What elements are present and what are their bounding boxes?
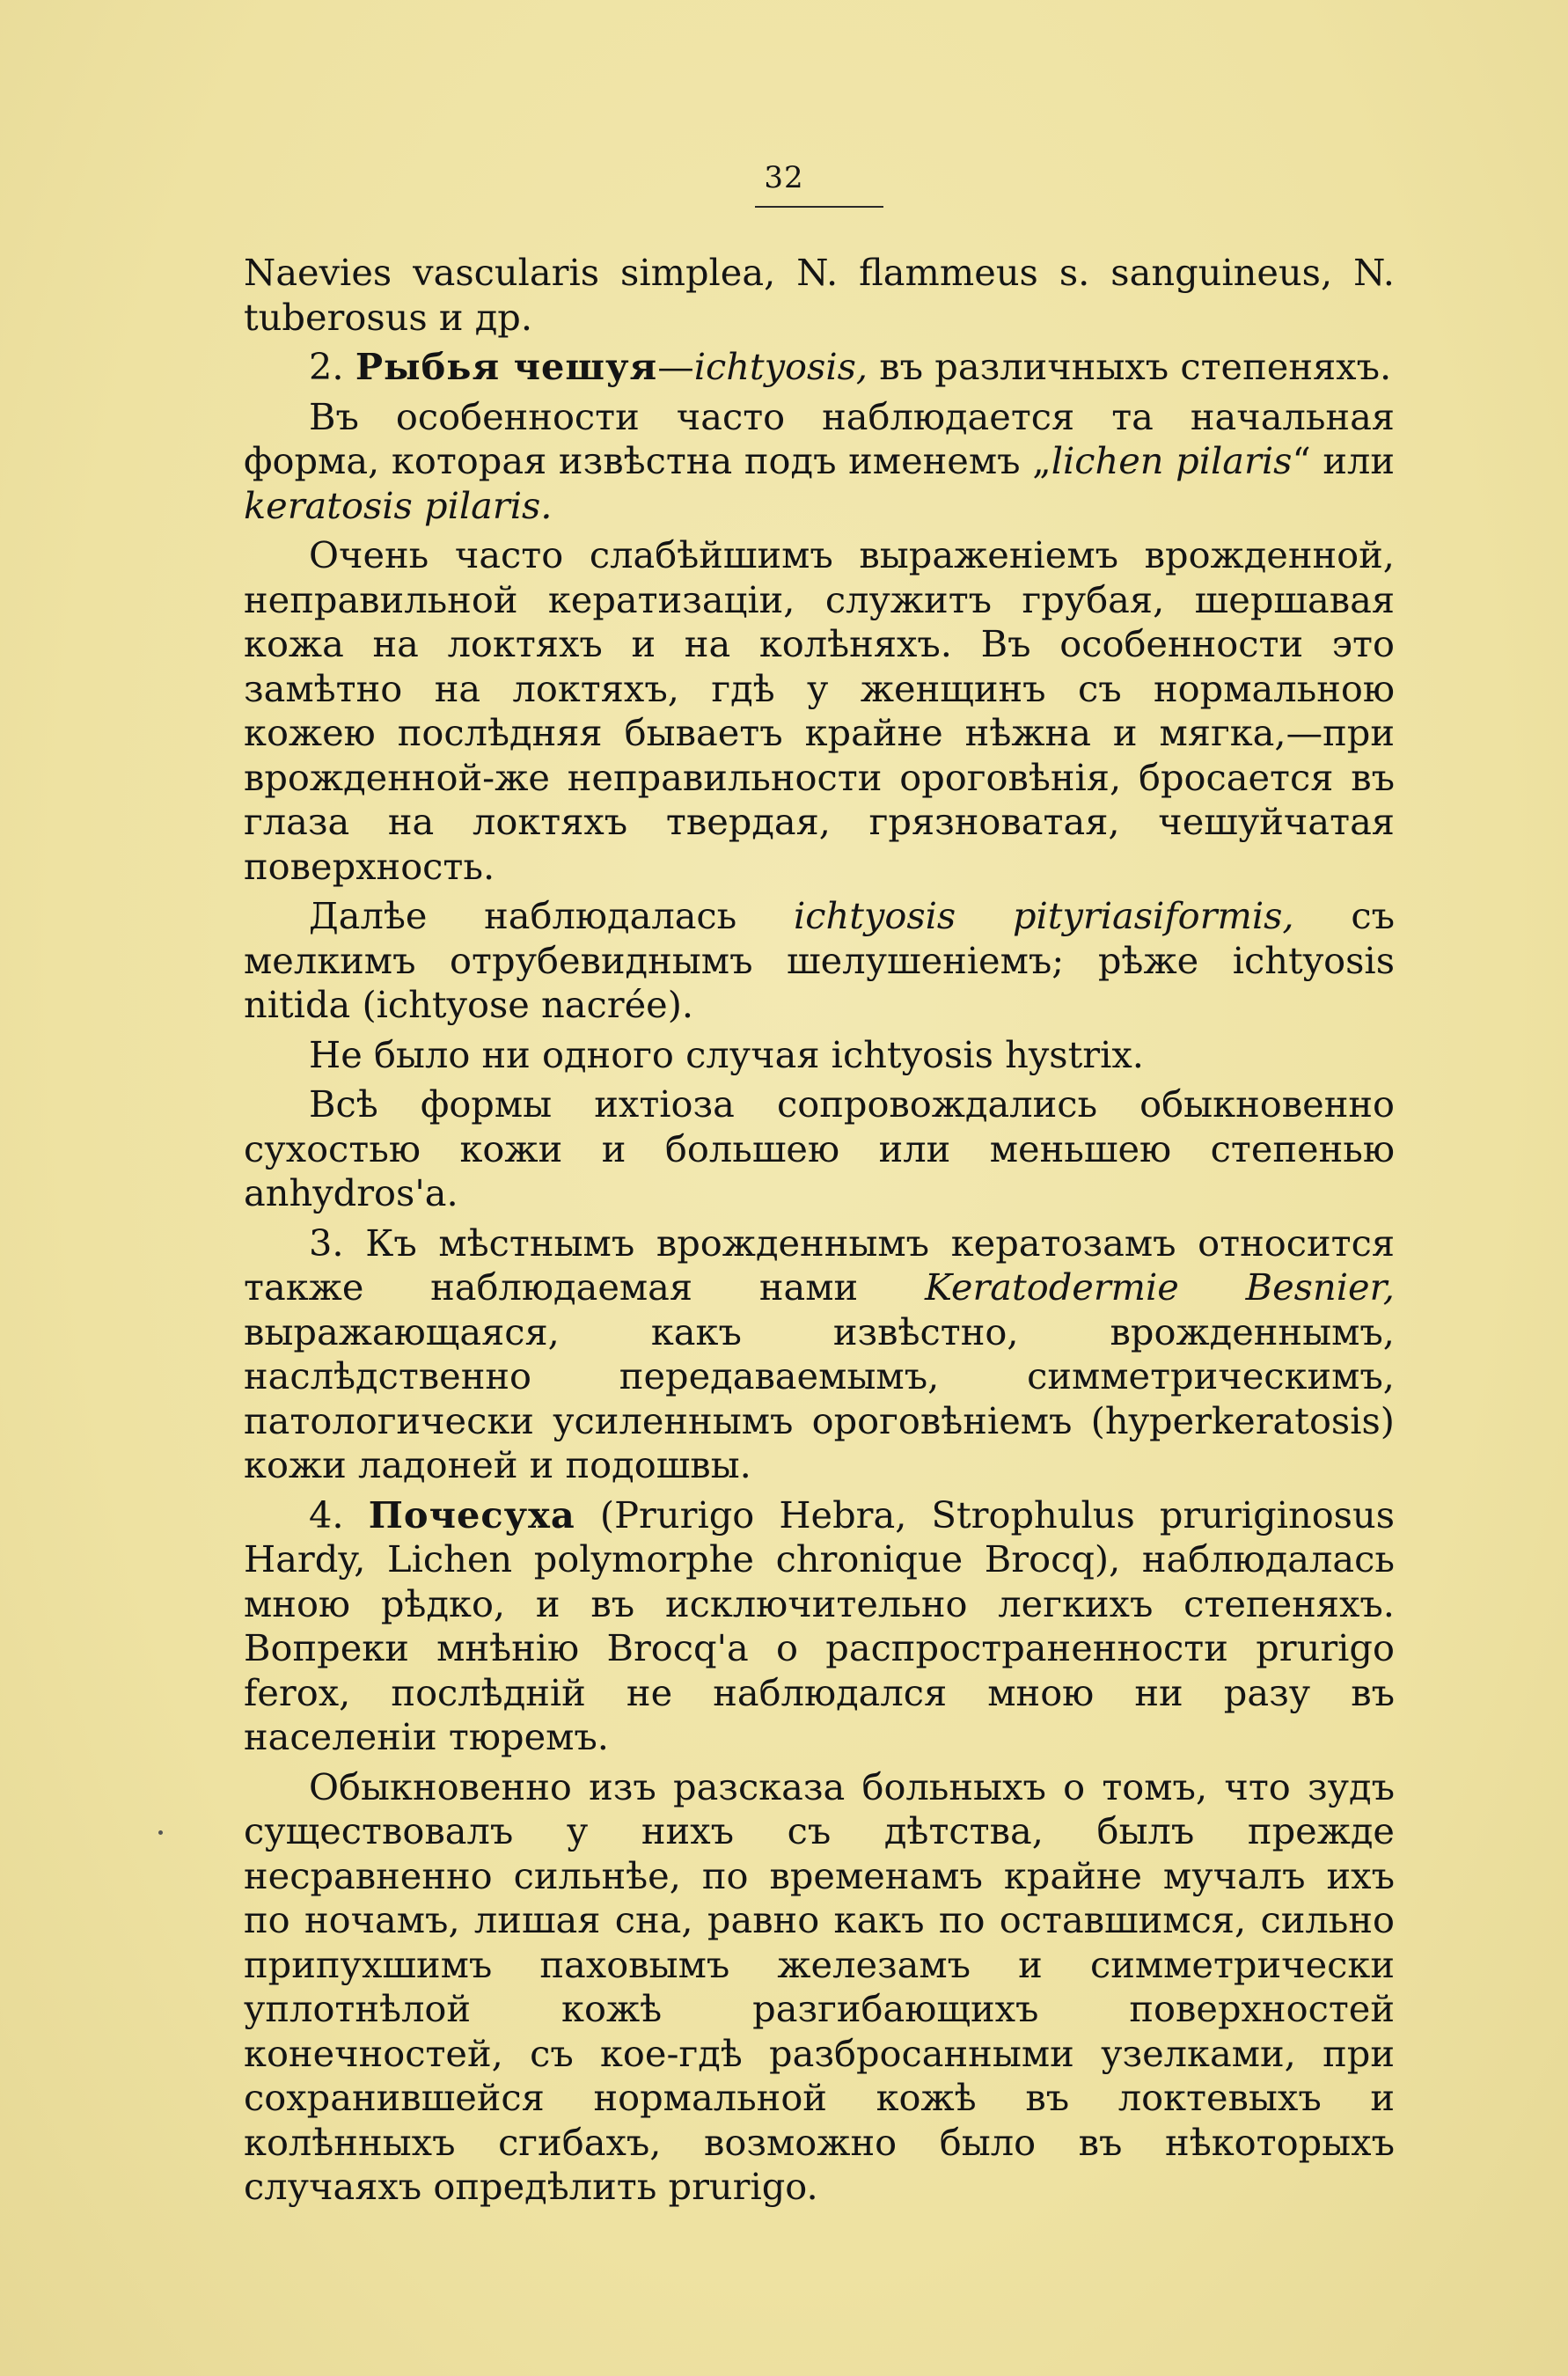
paragraph-6-text: Не было ни одного случая ichtyosis hystrix. [309, 1032, 1144, 1076]
section-title-fish-scale: Рыбья чешуя [355, 345, 658, 388]
paragraph-1-text: Naevies vascularis simplea, N. flammeus s. sanguineus, N. tuberosus и др. [244, 251, 1395, 339]
paragraph-8-b: выражающаяся, какъ извѣстно, врожденнымъ, наслѣдственно передаваемымъ, симметрическимъ, патологически усиленнымъ ороговѣніемъ (hyperkeratosis) кожи ладоней и подошвы. [244, 1309, 1395, 1486]
paragraph-6 [244, 1033, 1395, 1078]
paragraph-7-text: Всѣ формы ихтіоза сопровождались обыкновенно сухостью кожи и большею или меньшею степенью anhydros'a. [244, 1082, 1395, 1214]
paragraph-10 [244, 1765, 1395, 2210]
paragraph-8-a: 3. Къ мѣстнымъ врожденнымъ кератозамъ относится также наблюдаемая нами [244, 1221, 1395, 1309]
paragraph-3-a: Въ особенности часто наблюдается та начальная форма, которая извѣстна подъ именемъ „ [244, 394, 1395, 482]
section-title-prurigo: Почесуха [368, 1492, 575, 1536]
paragraph-3-b: “ или [1292, 439, 1395, 482]
paragraph-4-text: Очень часто слабѣйшимъ выраженіемъ врожденной, неправильной кератизаціи, служитъ грубая, шершавая кожа на локтяхъ и на колѣняхъ. Въ особенности это замѣтно на локтяхъ, гдѣ у женщинъ съ нормальною кожею послѣдняя бываетъ крайне нѣжна и мягка,—при врожденной-же неправильности ороговѣнія, бросается въ глаза на локтяхъ твердая, грязноватая, чешуйчатая поверхность. [244, 533, 1395, 888]
paragraph-10-text: Обыкновенно изъ разсказа больныхъ о томъ, что зудъ существовалъ у нихъ съ дѣтства, былъ прежде несравненно сильнѣе, по временамъ крайне мучалъ ихъ по ночамъ, лишая сна, равно какъ по оставшимся, сильно припухшимъ паховымъ железамъ и симметрически уплотнѣлой кожѣ разгибающихъ поверхностей конечностей, съ кое-гдѣ разбросанными узелками, при сохранившейся нормальной кожѣ въ локтевыхъ и колѣнныхъ сгибахъ, возможно было въ нѣкоторыхъ случаяхъ опредѣлить prurigo. [244, 1764, 1395, 2208]
item-number: 4. [309, 1492, 369, 1536]
page-body [244, 251, 1395, 2215]
latin-term: ichtyosis pityriasiformis, [794, 894, 1294, 937]
paragraph-1 [244, 251, 1395, 340]
paragraph-2-rest: въ различныхъ степеняхъ. [868, 345, 1392, 388]
ink-speck [158, 1830, 163, 1835]
latin-term: Keratodermie Besnier, [925, 1265, 1395, 1309]
item-number: 2. [309, 345, 344, 388]
paragraph-3 [244, 395, 1395, 529]
paragraph-4 [244, 533, 1395, 889]
latin-term: keratosis pilaris. [244, 483, 553, 527]
header-rule [755, 206, 883, 208]
page-number: 32 [764, 160, 804, 195]
paragraph-2 [244, 345, 1395, 390]
paragraph-7 [244, 1082, 1395, 1216]
paragraph-9 [244, 1493, 1395, 1760]
paragraph-8 [244, 1221, 1395, 1488]
paragraph-5 [244, 894, 1395, 1028]
dash: — [657, 345, 694, 388]
latin-term: lichen pilaris [1051, 439, 1293, 482]
paragraph-5-b: съ мелкимъ отрубевиднымъ шелушеніемъ; рѣже ichtyosis nitida (ichtyose nacrée). [244, 894, 1395, 1026]
paragraph-5-a: Далѣе наблюдалась [309, 894, 794, 937]
paragraph-9-rest: (Prurigo Hebra, Strophulus pruriginosus Hardy, Lichen polymorphe chronique Brocq), наблюдалась мною рѣдко, и въ исключительно легкихъ степеняхъ. Вопреки мнѣнію Brocq'a о распространенности prurigo ferox, послѣдній не наблюдался мною ни разу въ населеніи тюремъ. [244, 1492, 1396, 1758]
latin-term: ichtyosis, [693, 345, 868, 388]
